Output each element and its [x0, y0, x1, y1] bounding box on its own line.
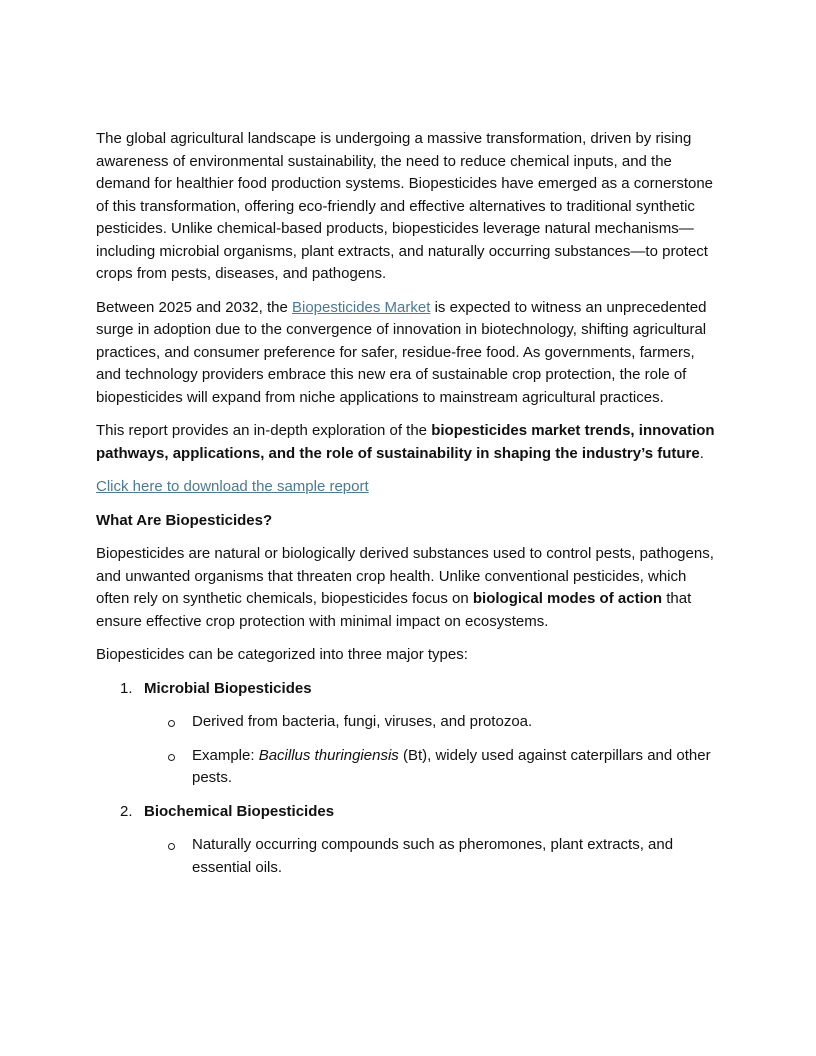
sub-item-italic: Bacillus thuringiensis: [258, 746, 399, 764]
market-text-end: is expected to witness an unprecedented surge in adoption due to the convergence of innovation in biotechnology, shifting agricultural practices, and consumer preference for safer, residue-free food. As governments, farmers, and technology providers embrace this new era of sustainable crop protection, the role of biopesticides will expand from niche applications to mainstream agricultural practices.: [96, 298, 707, 406]
sub-item-text: Example:: [192, 746, 259, 764]
market-paragraph: [96, 297, 720, 410]
section-heading: What Are Biopesticides?: [96, 511, 273, 529]
definition-text-end: that ensure effective crop protection with minimal impact on ecosystems.: [96, 590, 692, 630]
list-number: 2.: [120, 802, 133, 820]
list-number: 1.: [120, 679, 133, 697]
report-text-bold: biopesticides market trends, innovation pathways, applications, and the role of sustainability in shaping the industry’s future: [96, 422, 715, 462]
sub-list-item: [144, 745, 720, 790]
sub-list-item: [144, 711, 720, 734]
download-sample-link[interactable]: Click here to download the sample report: [96, 478, 369, 495]
intro-paragraph: [96, 128, 720, 286]
definition-text-start: Biopesticides are natural or biologically derived substances used to control pests, pathogens, and unwanted organisms that threaten crop health. Unlike conventional pesticides, which often rely on synthetic chemicals, biopesticides focus on: [96, 545, 714, 607]
circle-bullet-icon: [168, 754, 175, 761]
types-list: [96, 678, 720, 880]
market-text-start: Between 2025 and 2032, the: [96, 298, 292, 316]
intro-text: The global agricultural landscape is undergoing a massive transformation, driven by rising awareness of environmental sustainability, the need to reduce chemical inputs, and the demand for healthier food production systems. Biopesticides have emerged as a cornerstone of this transformation, offering eco-friendly and effective alternatives to traditional synthetic pesticides. Unlike chemical-based products, biopesticides leverage natural mechanisms—including microbial organisms, plant extracts, and naturally occurring substances—to protect crops from pests, diseases, and pathogens.: [96, 130, 714, 282]
list-item: [96, 678, 720, 790]
report-paragraph: [96, 420, 720, 465]
report-text-start: This report provides an in-depth exploration of the: [96, 422, 432, 439]
document-page: [96, 128, 720, 890]
biopesticides-market-link[interactable]: Biopesticides Market: [292, 298, 431, 316]
sub-list-item: [144, 834, 720, 879]
definition-paragraph: [96, 543, 720, 633]
type-title: Biochemical Biopesticides: [144, 802, 335, 820]
sub-item-text: Naturally occurring compounds such as pheromones, plant extracts, and essential oils.: [192, 836, 674, 876]
report-text-end: .: [699, 444, 704, 462]
definition-text-bold: biological modes of action: [472, 590, 663, 607]
download-paragraph: [96, 476, 720, 499]
types-intro-paragraph: Biopesticides can be categorized into three major types:: [96, 646, 468, 663]
sub-list: [144, 711, 720, 790]
list-item: [96, 801, 720, 880]
circle-bullet-icon: [168, 720, 175, 727]
sub-item-text: (Bt), widely used against caterpillars and other pests.: [192, 746, 711, 786]
type-title: Microbial Biopesticides: [144, 679, 312, 697]
sub-item-text: Derived from bacteria, fungi, viruses, and protozoa.: [192, 713, 533, 730]
sub-list: [144, 834, 720, 879]
circle-bullet-icon: [168, 843, 175, 850]
